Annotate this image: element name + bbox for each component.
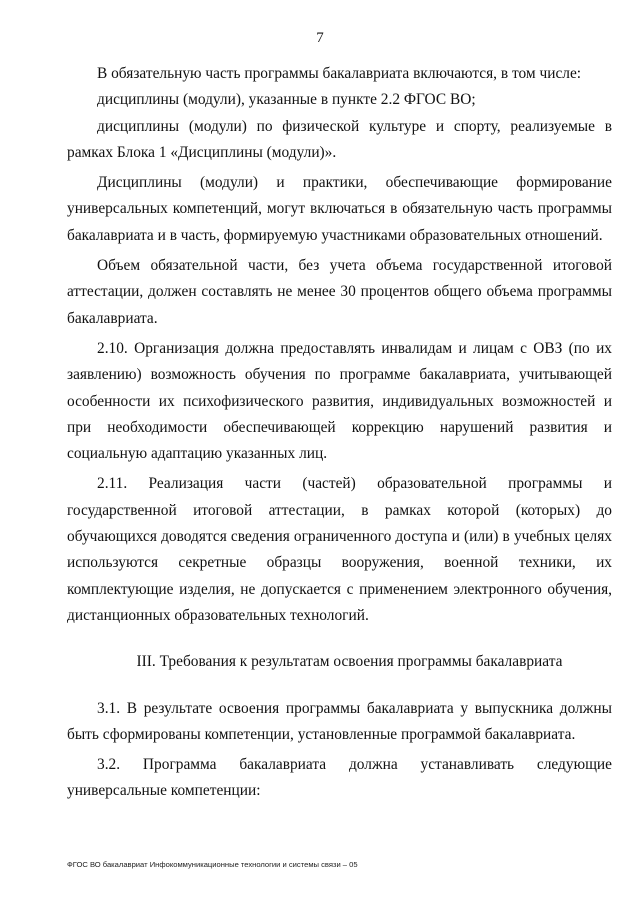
paragraph: Объем обязательной части, без учета объема государственной итоговой аттестации, должен составлять не менее 30 процентов общего объема программы бакалавриата.	[67, 257, 612, 327]
paragraph: Дисциплины (модули) и практики, обеспечивающие формирование универсальных компетенций, могут включаться в обязательную часть программы бакалавриата и в часть, формируемую участниками образовательных отношений.	[67, 174, 612, 244]
paragraph: 3.1. В результате освоения программы бакалавриата у выпускника должны быть сформированы компетенции, установленные программой бакалавриата.	[67, 699, 612, 743]
paragraph: 2.11. Реализация части (частей) образовательной программы и государственной итоговой аттестации, в рамках которой (которых) до обучающихся доводятся сведения ограниченного доступа и (или) в учебных целях используются секретные образцы вооружения, военной техники, их комплектующие изделия, не допускается с применением электронного обучения, дистанционных образовательных технологий.	[67, 475, 612, 624]
paragraph: дисциплины (модули) по физической культуре и спорту, реализуемые в рамках Блока 1 «Дисциплины (модули)».	[67, 117, 612, 161]
page-number: 7	[316, 30, 324, 46]
page-footer: ФГОС ВО бакалавриат Инфокоммуникационные технологии и системы связи – 05	[67, 860, 358, 869]
paragraph: В обязательную часть программы бакалавриата включаются, в том числе:	[97, 65, 582, 82]
paragraph: дисциплины (модули), указанные в пункте 2.2 ФГОС ВО;	[97, 91, 476, 109]
document-body	[67, 61, 612, 805]
paragraph: 3.2. Программа бакалавриата должна устанавливать следующие универсальные компетенции:	[67, 756, 612, 800]
section-heading: III. Требования к результатам освоения программы бакалавриата	[136, 653, 563, 671]
paragraph: 2.10. Организация должна предоставлять инвалидам и лицам с ОВЗ (по их заявлению) возможность обучения по программе бакалавриата, учитывающей особенности их психофизического развития, индивидуальных возможностей и при необходимости обеспечивающей коррекцию нарушений развития и социальную адаптацию указанных лиц.	[67, 339, 612, 463]
